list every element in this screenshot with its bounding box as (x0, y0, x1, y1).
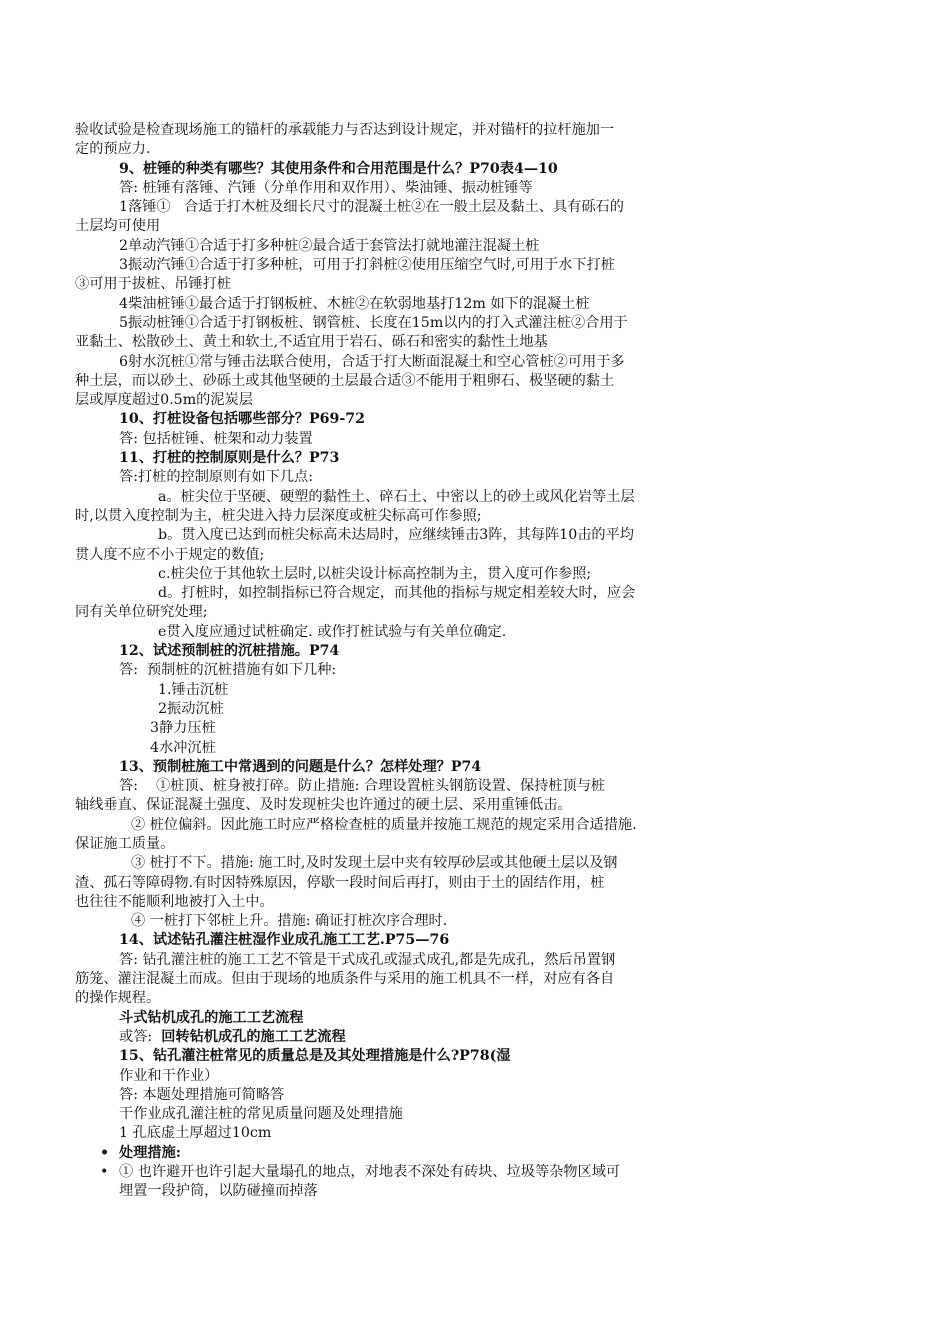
bullet-text: 埋置一段护筒，以防碰撞而掉落 (119, 1183, 318, 1200)
section-heading: 11、打桩的控制原则是什么？P73 (119, 450, 340, 467)
text-line: 答: 预制桩的沉桩措施有如下几种: (119, 662, 337, 679)
text-line: 答: 包括桩锤、桩架和动力装置 (119, 430, 313, 447)
text-line: ③ 桩打不下。措施: 施工时,及时发现土层中夹有较厚砂层或其他硬土层以及钢 (131, 855, 618, 872)
text-line: 干作业成孔灌注桩的常见质量问题及处理措施 (119, 1106, 403, 1123)
section-heading: 10、打桩设备包括哪些部分？P69-72 (119, 411, 366, 428)
text-line: 种土层，而以砂土、砂砾土或其他坚硬的土层最合适③不能用于粗卵石、极坚硬的黏土 (75, 372, 615, 389)
text-line: 1.锤击沉桩 (158, 681, 229, 698)
text-line: 筋笼、灌注混凝土而成。但由于现场的地质条件与采用的施工机具不一样，对应有各自 (75, 971, 615, 988)
text-line: d。打桩时，如控制指标已符合规定，而其他的指标与规定相差较大时，应会 (158, 585, 636, 602)
text-line: 验收试验是检查现场施工的锚杆的承载能力与否达到设计规定，并对锚杆的拉杆施加一 (75, 122, 615, 138)
text-line (75, 1028, 813, 1047)
text-line: b。贯入度已达到而桩尖标高未达局时，应继续锤击3阵，其每阵10击的平均 (158, 527, 634, 544)
text-line: 4柴油桩锤①最合适于打钢板桩、木桩②在软弱地基打12m 如下的混凝土桩 (119, 295, 590, 312)
text-line: 作业和干作业） (119, 1067, 219, 1084)
text-line: 时,以贯入度控制为主，桩尖进入持力层深度或桩尖标高可作参照; (75, 507, 482, 524)
section-heading: 15、钻孔灌注桩常见的质量总是及其处理措施是什么?P78(湿 (119, 1048, 511, 1065)
bullet-item (75, 1144, 813, 1163)
text-line: ③可用于拔桩、吊锤打桩 (75, 276, 232, 293)
text-line: 土层均可使用 (75, 218, 161, 235)
text-line: 答: 钻孔灌注桩的施工工艺不管是干式成孔或湿式成孔,都是先成孔，然后吊置钢 (119, 951, 616, 968)
bullet-text: ① 也许避开也许引起大量塌孔的地点，对地表不深处有砖块、垃圾等杂物区域可 (119, 1164, 621, 1181)
text-line: 1落锤① 合适于打木桩及细长尺寸的混凝土桩②在一般土层及黏土、具有砾石的 (119, 199, 624, 216)
section-heading: 9、桩锤的种类有哪些？其使用条件和合用范围是什么？P70表4—10 (119, 160, 558, 177)
text-line: c.桩尖位于其他软土层时,以桩尖设计标高控制为主，贯入度可作参照; (158, 565, 592, 582)
bullet-item (75, 1163, 813, 1202)
answer-bold-text: 回转钻机成孔的施工工艺流程 (161, 1028, 346, 1045)
text-line: ② 桩位偏斜。因此施工时应严格检查桩的质量并按施工规范的规定采用合适措施. (131, 816, 637, 833)
bullet-icon: • (100, 1164, 109, 1181)
text-line: ④ 一桩打下邻桩上升。措施: 确证打桩次序合理时. (131, 913, 448, 930)
text-line: 5振动桩锤①合适于打钢板桩、钢管桩、长度在15m以内的打入式灌注桩②合用于 (119, 314, 628, 331)
text-line: 亚黏土、松散砂土、黄土和软土,不适宜用于岩石、砾石和密实的黏性土地基 (75, 334, 548, 351)
text-line: 6射水沉桩①常与锤击法联合使用，合适于打大断面混凝土和空心管桩②可用于多 (119, 353, 625, 370)
bullet-text: 处理措施: (119, 1144, 181, 1161)
text-line: 答: ①桩顶、桩身被打碎。防止措施: 合理设置桩头钢筋设置、保持桩顶与桩 (119, 778, 606, 795)
text-line: 也往往不能顺利地被打入土中。 (75, 893, 274, 910)
text-line: 渣、孤石等障碍物.有时因特殊原因，停歇一段时间后再打，则由于土的固结作用，桩 (75, 874, 605, 891)
text-line: 2单动汽锤①合适于打多种桩②最合适于套管法打就地灌注混凝土桩 (119, 237, 540, 254)
text-line: 的操作规程。 (75, 990, 161, 1007)
text-line: 贯人度不应不小于规定的数值; (75, 546, 265, 563)
text-line: 答: 本题处理措施可简略答 (119, 1086, 285, 1103)
text-line: 3振动汽锤①合适于打多种桩，可用于打斜桩②使用压缩空气时,可用于水下打桩 (119, 257, 615, 274)
bullet-icon: • (100, 1144, 110, 1161)
text-line: 同有关单位研究处理; (75, 604, 208, 621)
text-line: 答: 桩锤有落锤、汽锤（分单作用和双作用）、柴油锤、振动桩锤等 (119, 179, 533, 196)
text-line: 1 孔底虚土厚超过10cm (119, 1125, 272, 1142)
section-heading: 14、试述钻孔灌注桩湿作业成孔施工工艺.P75—76 (119, 932, 450, 949)
text-line: 定的预应力. (75, 141, 151, 158)
text-line: 2振动沉桩 (158, 700, 224, 717)
text-line: 4水冲沉桩 (150, 739, 216, 756)
text-line: 答:打桩的控制原则有如下几点: (119, 469, 313, 486)
section-heading: 12、试述预制桩的沉桩措施。P74 (119, 643, 340, 660)
answer-prefix: 或答: (119, 1028, 162, 1045)
text-line: e贯入度应通过试桩确定. 或作打桩试验与有关单位确定. (158, 623, 507, 640)
document-body (75, 121, 813, 1202)
text-line: 保证施工质量。 (75, 835, 175, 852)
text-line: a。桩尖位于坚硬、硬塑的黏性土、碎石土、中密以上的砂土或风化岩等土层 (158, 488, 635, 505)
text-line: 层或厚度超过0.5m的泥炭层 (75, 392, 253, 409)
text-line: 3静力压桩 (150, 720, 216, 737)
section-heading: 斗式钻机成孔的施工工艺流程 (119, 1009, 304, 1026)
section-heading: 13、预制桩施工中常遇到的问题是什么？怎样处理？P74 (119, 758, 482, 775)
text-line: 轴线垂直、保证混凝土强度、及时发现桩尖也许通过的硬土层、采用重锤低击。 (75, 797, 572, 814)
